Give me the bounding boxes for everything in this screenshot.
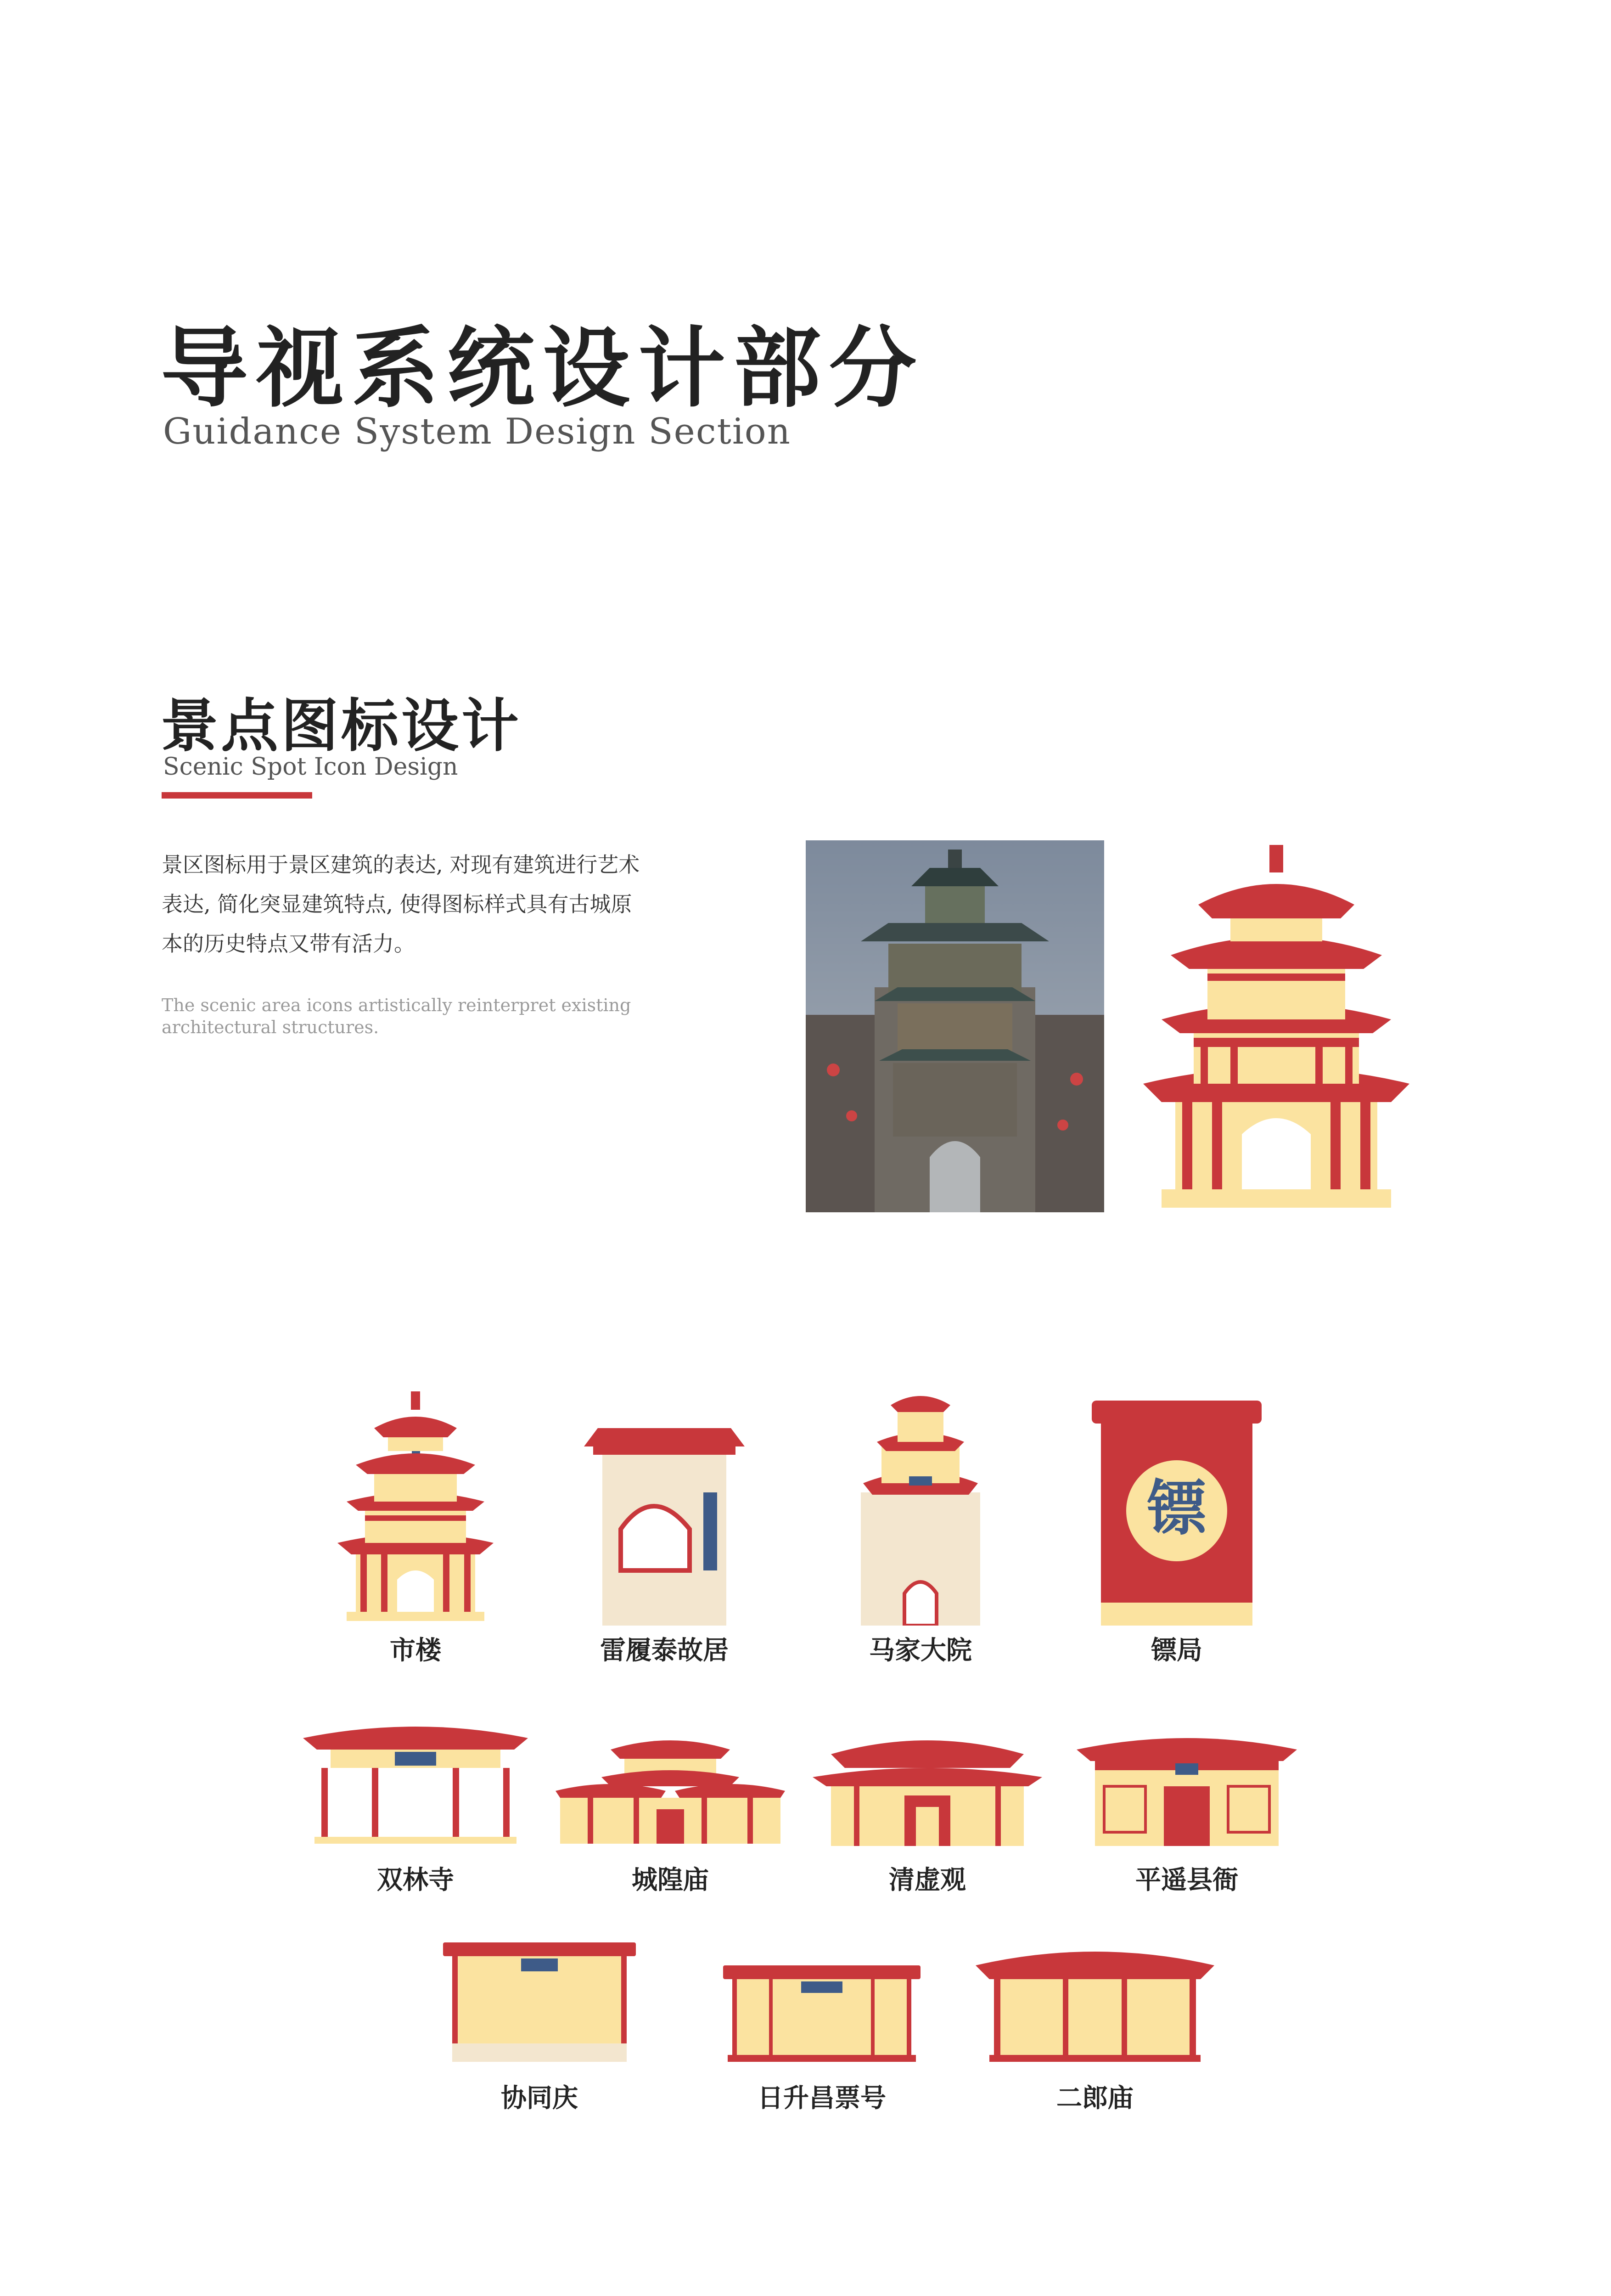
qingxu-temple-label: 清虚观 bbox=[889, 1865, 966, 1895]
shuanglin-temple-icon bbox=[303, 1706, 528, 1844]
rishengchang-bank-label: 日升昌票号 bbox=[758, 2083, 886, 2113]
lei-residence-label: 雷履泰故居 bbox=[600, 1635, 729, 1666]
escort-agency-icon bbox=[1092, 1396, 1262, 1626]
qingxu-temple-icon bbox=[813, 1727, 1042, 1846]
scenic-section-title: 景点图标设计 bbox=[161, 692, 522, 760]
ma-courtyard-label: 马家大院 bbox=[869, 1635, 972, 1666]
xietongqing-icon bbox=[443, 1938, 636, 2062]
rishengchang-bank-icon bbox=[723, 1961, 921, 2062]
scenic-title-underline bbox=[162, 792, 312, 799]
city-god-temple-icon bbox=[556, 1731, 785, 1846]
scenic-section-subtitle: Scenic Spot Icon Design bbox=[163, 753, 458, 781]
ma-courtyard-icon bbox=[854, 1382, 987, 1626]
city-tower-label: 市楼 bbox=[390, 1635, 441, 1666]
erlang-temple-label: 二郎庙 bbox=[1056, 2083, 1134, 2113]
scenic-description-en: The scenic area icons artistically reinterpret existing architectural structures. bbox=[162, 995, 631, 1037]
erlang-temple-icon bbox=[976, 1933, 1214, 2062]
city-tower-photo bbox=[806, 840, 1104, 1212]
page-title: 导视系统设计部分 bbox=[161, 317, 925, 419]
page-subtitle: Guidance System Design Section bbox=[163, 411, 791, 452]
shuanglin-temple-label: 双林寺 bbox=[377, 1865, 454, 1895]
county-office-label: 平遥县衙 bbox=[1135, 1865, 1238, 1895]
escort-agency-label: 镖局 bbox=[1151, 1635, 1202, 1666]
county-office-icon bbox=[1077, 1717, 1297, 1846]
xietongqing-label: 协同庆 bbox=[501, 2083, 578, 2113]
lei-residence-icon bbox=[579, 1391, 749, 1626]
escort-sign-text: 镖 bbox=[1146, 1473, 1207, 1543]
city-tower-icon bbox=[333, 1387, 498, 1626]
scenic-description-cn: 景区图标用于景区建筑的表达, 对现有建筑进行艺术表达, 简化突显建筑特点, 使得图标样式具有古城原本的历史特点又带有活力。 bbox=[162, 852, 640, 956]
city-god-temple-label: 城隍庙 bbox=[632, 1865, 709, 1895]
city-tower-illustration bbox=[1143, 836, 1409, 1212]
